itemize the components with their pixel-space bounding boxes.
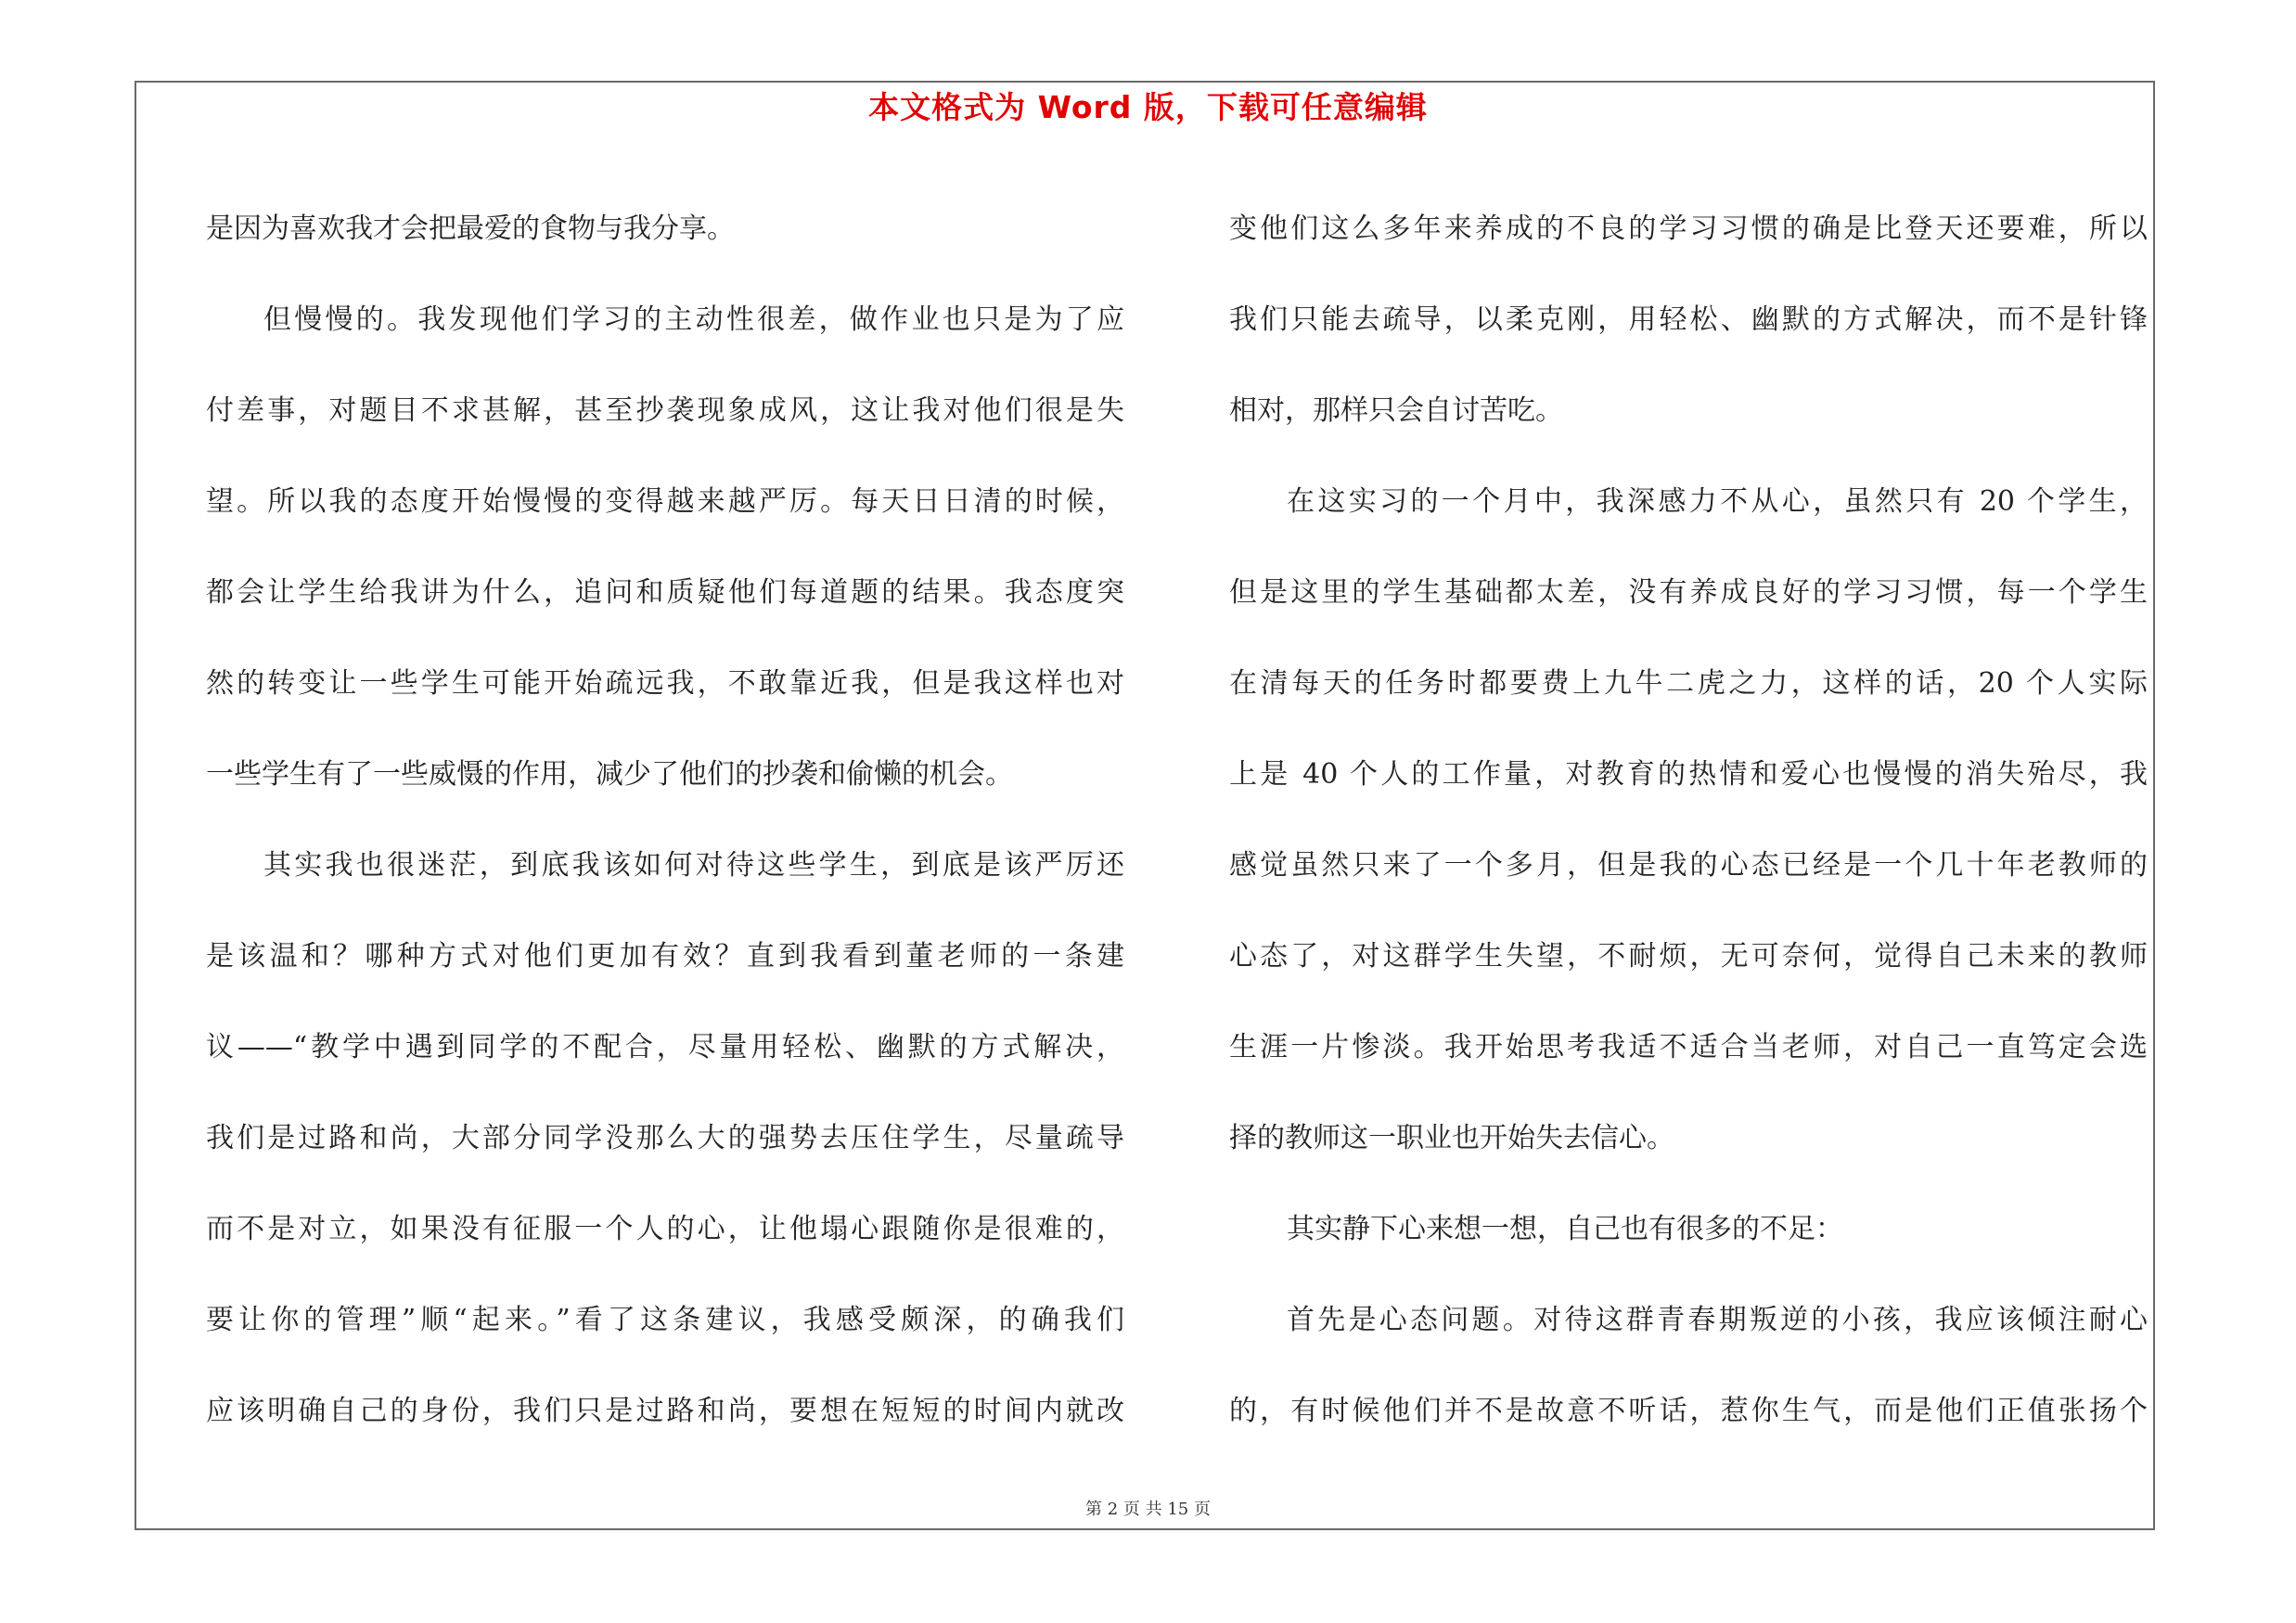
text-line: 应该明确自己的身份，我们只是过路和尚，要想在短短的时间内就改	[206, 1395, 1124, 1427]
text-line: 议——“教学中遇到同学的不配合，尽量用轻松、幽默的方式解决，	[206, 1031, 1124, 1063]
text-line: 是该温和？哪种方式对他们更加有效？直到我看到董老师的一条建	[206, 940, 1124, 973]
text-line: 我们是过路和尚，大部分同学没那么大的强势去压住学生，尽量疏导	[206, 1122, 1124, 1154]
text-line: 变他们这么多年来养成的不良的学习习惯的确是比登天还要难，所以	[1229, 213, 2148, 245]
text-line: 望。所以我的态度开始慢慢的变得越来越严厉。每天日日清的时候，	[206, 485, 1124, 518]
text-line: 都会让学生给我讲为什么，追问和质疑他们每道题的结果。我态度突	[206, 576, 1124, 609]
text-line: 但是这里的学生基础都太差，没有养成良好的学习习惯，每一个学生	[1229, 576, 2148, 609]
text-line: 上是 40 个人的工作量，对教育的热情和爱心也慢慢的消失殆尽，我	[1229, 758, 2148, 791]
text-line: 然的转变让一些学生可能开始疏远我，不敢靠近我，但是我这样也对	[206, 667, 1124, 700]
text-line: 要让你的管理”顺“起来。”看了这条建议，我感受颇深，的确我们	[206, 1304, 1124, 1336]
text-line: 相对，那样只会自讨苦吃。	[1229, 394, 1563, 427]
format-banner: 本文格式为 Word 版，下载可任意编辑	[868, 89, 1428, 125]
text-line: 在这实习的一个月中，我深感力不从心，虽然只有 20 个学生，	[1287, 485, 2148, 518]
text-line: 一些学生有了一些威慑的作用，减少了他们的抄袭和偷懒的机会。	[206, 758, 1013, 791]
text-line: 生涯一片惨淡。我开始思考我适不适合当老师，对自己一直笃定会选	[1229, 1031, 2148, 1063]
text-line: 在清每天的任务时都要费上九牛二虎之力，这样的话，20 个人实际	[1229, 667, 2148, 700]
text-line: 其实我也很迷茫，到底我该如何对待这些学生，到底是该严厉还	[263, 849, 1124, 882]
text-line: 择的教师这一职业也开始失去信心。	[1229, 1122, 1674, 1154]
left-text-column	[206, 184, 1124, 1457]
text-line: 心态了，对这群学生失望，不耐烦，无可奈何，觉得自己未来的教师	[1229, 940, 2148, 973]
text-line: 其实静下心来想一想，自己也有很多的不足：	[1287, 1213, 1843, 1245]
text-line: 但慢慢的。我发现他们学习的主动性很差，做作业也只是为了应	[263, 303, 1124, 336]
text-line: 付差事，对题目不求甚解，甚至抄袭现象成风，这让我对他们很是失	[206, 394, 1124, 427]
page-number-footer: 第 2 页 共 15 页	[1085, 1500, 1211, 1519]
text-line: 而不是对立，如果没有征服一个人的心，让他塌心跟随你是很难的，	[206, 1213, 1124, 1245]
right-text-column	[1229, 184, 2148, 1457]
text-line: 感觉虽然只来了一个多月，但是我的心态已经是一个几十年老教师的	[1229, 849, 2148, 882]
text-line: 我们只能去疏导，以柔克刚，用轻松、幽默的方式解决，而不是针锋	[1229, 303, 2148, 336]
text-line: 首先是心态问题。对待这群青春期叛逆的小孩，我应该倾注耐心	[1287, 1304, 2148, 1336]
text-line: 是因为喜欢我才会把最爱的食物与我分享。	[206, 213, 735, 245]
text-line: 的，有时候他们并不是故意不听话，惹你生气，而是他们正值张扬个	[1229, 1395, 2148, 1427]
